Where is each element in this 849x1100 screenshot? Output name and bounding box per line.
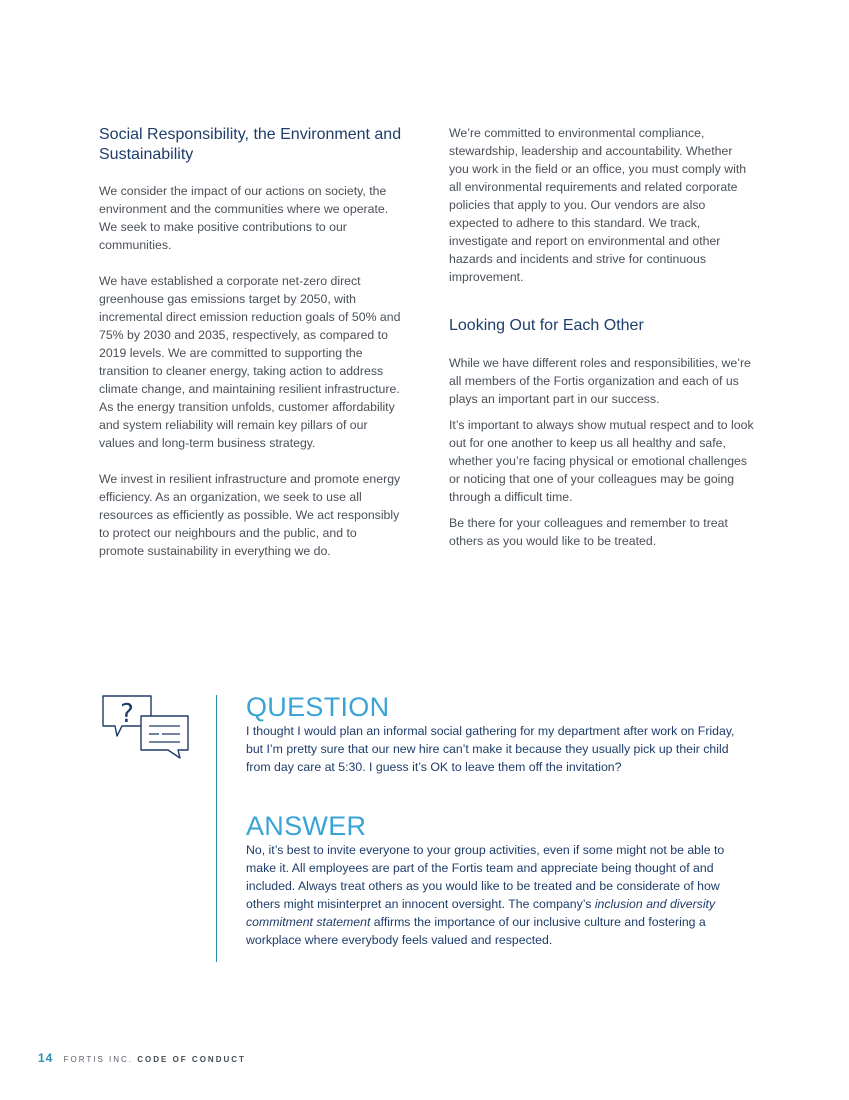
question-block [246, 692, 751, 776]
paragraph: We have established a corporate net-zero direct greenhouse gas emissions target by 2050, with incremental direct emission reduction goals of 50% and 75% by 2030 and 2035, respectively, as compared to 2019 levels. We are committed to supporting the transition to cleaner energy, taking action to address climate change, and maintaining resilient infrastructure. As the energy transition unfolds, customer affordability and system reliability will remain key pillars of our values and long-term business strategy. [99, 274, 401, 450]
paragraph: We invest in resilient infrastructure and promote energy efficiency. As an organization, we seek to use all resources as efficiently as possible. We act responsibly to protect our neighbours and the public, and to promote sustainability in everything we do. [99, 472, 401, 558]
svg-text:?: ? [120, 699, 134, 729]
page-number: 14 [38, 1051, 54, 1065]
left-column [99, 124, 404, 560]
answer-text [246, 841, 751, 949]
footer-company: FORTIS INC. [63, 1055, 134, 1064]
paragraph: While we have different roles and responsibilities, we’re all members of the Fortis organization and each of us plays an important part in our success. [449, 355, 751, 406]
inclusion-diversity-statement-link[interactable]: inclusion and diversity commitment statement [246, 897, 716, 929]
footer-document-title: CODE OF CONDUCT [137, 1055, 246, 1064]
paragraph: Be there for your colleagues and remember to treat others as you would like to be treated. [449, 515, 728, 548]
paragraph: We’re committed to environmental compliance, stewardship, leadership and accountability. Whether you work in the field or an office, you must comply with all environmental requirements and related corporate policies that apply to you. Our vendors are also expected to adhere to this standard. We track, investigate and report on environmental and other hazards and incidents and strive for continuous improvement. [449, 126, 747, 284]
right-column [449, 124, 754, 550]
answer-text-after: affirms the importance of our inclusive culture and fostering a workplace where everybody feels valued and respected. [246, 915, 706, 947]
question-title: QUESTION [246, 692, 390, 722]
qa-divider [216, 695, 217, 962]
answer-title: ANSWER [246, 811, 367, 841]
paragraph: It’s important to always show mutual respect and to look out for one another to keep us all healthy and safe, whether you’re facing physical or emotional challenges or noticing that one of your colleagues may be going through a difficult time. [449, 417, 754, 504]
answer-text-before: No, it’s best to invite everyone to your group activities, even if some might not be able to make it. All employees are part of the Fortis team and appreciate being thought of and included. Always treat others as you would like to be treated and be considerate of how others might misinterpret an innocent oversight. The company’s [246, 843, 725, 911]
answer-block [246, 811, 751, 949]
page-footer [38, 1051, 246, 1065]
question-text: I thought I would plan an informal social gathering for my department after work on Friday, but I’m pretty sure that our new hire can’t make it because they usually pick up their child from day care at 5:30. I guess it’s OK to leave them off the invitation? [246, 724, 735, 774]
paragraph: We consider the impact of our actions on society, the environment and the communities where we operate. We seek to make positive contributions to our communities. [99, 184, 389, 252]
chat-bubbles-question-icon [100, 692, 192, 762]
section-heading-social-responsibility: Social Responsibility, the Environment and Sustainability [99, 126, 402, 163]
section-heading-looking-out: Looking Out for Each Other [449, 317, 644, 334]
